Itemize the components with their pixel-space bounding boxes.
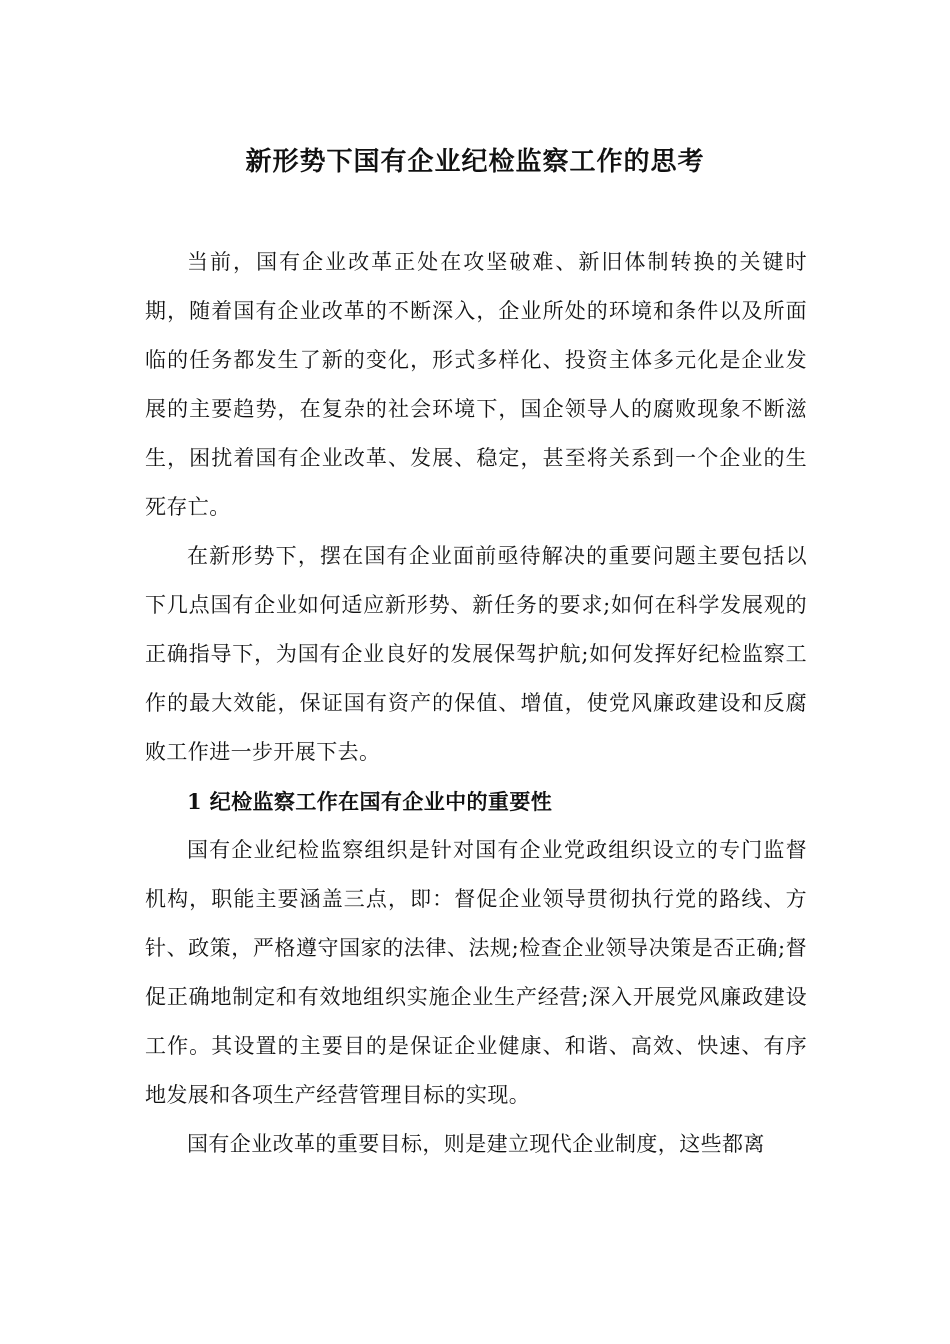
section-heading: 1 纪检监察工作在国有企业中的重要性 [187, 789, 553, 814]
paragraph-problems: 在新形势下，摆在国有企业面前亟待解决的重要问题主要包括以下几点国有企业如何适应新形势、新任务的要求;如何在科学发展观的正确指导下，为国有企业良好的发展保驾护航;如何发挥好纪检监察工作的最大效能，保证国有资产的保值、增值，使党风廉政建设和反腐败工作进一步开展下去。 [145, 544, 807, 764]
document-title: 新形势下国有企业纪检监察工作的思考 [245, 147, 705, 177]
document-body [145, 238, 807, 1169]
paragraph-section-2: 国有企业改革的重要目标，则是建立现代企业制度，这些都离 [187, 1132, 765, 1156]
paragraph-section-1: 国有企业纪检监察组织是针对国有企业党政组织设立的专门监督机构，职能主要涵盖三点，即：督促企业领导贯彻执行党的路线、方针、政策，严格遵守国家的法律、法规;检查企业领导决策是否正确;督促正确地制定和有效地组织实施企业生产经营;深入开展党风廉政建设工作。其设置的主要目的是保证企业健康、和谐、高效、快速、有序地发展和各项生产经营管理目标的实现。 [145, 838, 807, 1107]
paragraph-intro: 当前，国有企业改革正处在攻坚破难、新旧体制转换的关键时期，随着国有企业改革的不断深入，企业所处的环境和条件以及所面临的任务都发生了新的变化，形式多样化、投资主体多元化是企业发展的主要趋势，在复杂的社会环境下，国企领导人的腐败现象不断滋生，困扰着国有企业改革、发展、稳定，甚至将关系到一个企业的生死存亡。 [145, 250, 807, 519]
